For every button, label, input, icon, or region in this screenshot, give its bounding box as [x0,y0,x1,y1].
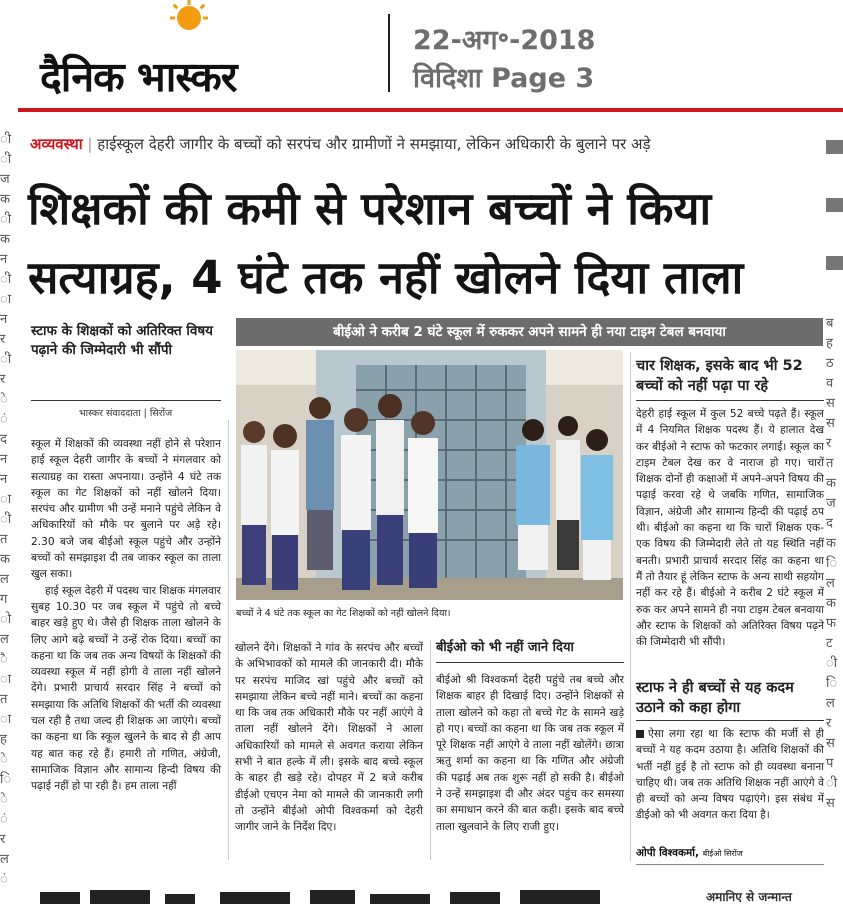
column-divider [630,352,631,862]
sidebar-rule-1 [636,400,824,401]
column-1-paragraph-2: हाई स्कूल देहरी में पदस्थ चार शिक्षक मंगलवार सुबह 10.30 पर जब स्कूल में पहुंचे तो बच्चे बाहर खड़े हुए थे। जैसे ही शिक्षक ताला खोलने के लिए आगे बढ़े बच्चों ने उन्हें रोक दिया। बच्चों का कहना था कि जब तक अन्य विषयों के शिक्षकों की व्यवस्था स्कूल में नहीं होगी वे ताला नहीं खोलने देंगे। प्रभारी प्राचार्य सरदार सिंह ने बच्चों को समझाया कि अतिथि शिक्षकों की भर्ती की व्यवस्था चल रही है तथा जल्द ही शिक्षक आ जाएंगे। बच्चों का कहना था कि स्कूल खुलने के बाद से ही आप यह बात कह रहे हैं। हमारी तो गणित, अंग्रेजी, सामाजिक विज्ञान और सामान्य हिन्दी विषय की पढ़ाई नहीं हो पा रही है। हम ताला नहीं [31,584,221,793]
sidebar-heading-1: चार शिक्षक, इसके बाद भी 52 बच्चों को नहीं पढ़ा पा रहे [636,358,803,394]
sidebar-rule-2 [636,720,824,721]
next-article-cutoff [30,876,820,904]
photo-caption: बच्चों ने 4 घंटे तक स्कूल का गेट शिक्षकों को नहीं खोलने दिया। [236,608,451,619]
photo-illustration [236,350,623,600]
byline: भास्कर संवाददाता | सिरोंज [79,408,173,419]
headline-line-1: शिक्षकों की कमी से परेशान बच्चों ने किया [28,182,712,235]
left-adjacent-clipping: ी ी ज क ी क न ी ा न र ी र े ं द न न ा ी त क ल ग ो ल ै ा त ा ह े ि े ं र ल ं [0,132,12,887]
headline-line-2: सत्याग्रह, 4 घंटे तक नहीं खोलने दिया ताला [28,251,744,304]
sun-logo-icon [165,0,213,48]
sidebar-bottom-rule [636,864,824,865]
kicker-text: हाईस्कूल देहरी जागीर के बच्चों को सरपंच और ग्रामीणों ने समझाया, लेकिन अधिकारी के बुलाने पर अड़े [97,135,651,153]
quote-author: ओपी विश्वकर्मा, [636,847,699,859]
next-article-teaser: अमानिए से जन्मान्त [706,890,792,904]
edition-date: 22-अग॰-2018 [413,25,596,56]
column-divider [228,420,229,860]
article-kicker: अव्यवस्था | हाईस्कूल देहरी जागीर के बच्चों को सरपंच और ग्रामीणों ने समझाया, लेकिन अधिकारी के बुलाने पर अड़े [30,135,651,153]
article-column-1 [31,436,221,795]
quote-role: बीईओ सिरोंज [702,849,743,858]
column-divider [430,640,431,860]
edition-page: विदिशा Page 3 [413,63,595,94]
header-divider [388,14,390,92]
right-adjacent-clipping: ब ह ठ व स स र त क ज द क ि ल क फ ट ी ि ल र स प ी स [826,110,843,904]
newspaper-logo: दैनिक भास्कर [40,53,237,101]
sidebar-paragraph: देहरी हाई स्कूल में कुल 52 बच्चे पढ़ते हैं। स्कूल में 4 नियमित शिक्षक पदस्थ हैं। ये हालात देख कर बीईओ ने स्टाफ को फटकार लगाई। स्कूल का टाइम टेबल देख कर वे नाराज हो गए। चारों शिक्षक दोनों ही कक्षाओं में अपने-अपने विषय की पढ़ाई करवा रहे थे जबकि गणित, सामाजिक विज्ञान, अंग्रेजी और सामान्य हिन्दी की पढ़ाई ठप थी। बीईओ का कहना था कि चारों शिक्षक एक-एक विषय की जिम्मेदारी लेते तो यह स्थिति नहीं बनती। प्रभारी प्राचार्य सरदार सिंह का कहना था मैं तो तैयार हूं लेकिन स्टाफ के अन्य साथी सहयोग नहीं कर रहे हैं। बीईओ ने करीब 2 घंटे स्कूल में रुक कर अपने सामने ही नया टाइम टेबल बनवाया और स्टाफ के शिक्षकों को अतिरिक्त विषय पढ़ने की जिम्मेदारी भी सौंपी। [636,408,824,649]
header-red-rule [18,108,843,112]
sidebar-heading-2: स्टाफ ने ही बच्चों से यह कदम उठाने को कहा होगा [636,680,794,716]
column-3-rule [436,662,624,663]
bei-quote: ऐसा लगा रहा था कि स्टाफ की मर्जी से ही बच्चों ने यह कदम उठाया है। अतिथि शिक्षकों की भर्ती नहीं हुई है तो स्टाफ को ही व्यवस्था बनाना चाहिए थी। जब तक अतिथि शिक्षक नहीं आएंगे वे ही बच्चों को अन्य विषय पढ़ाएंगे। इस संबंध में डीईओ को भी अवगत करा दिया है। [636,728,824,822]
byline-rule [31,400,221,401]
article-column-2: खोलने देंगे। शिक्षकों ने गांव के सरपंच और बच्चों के अभिभावकों को मामले की जानकारी दी। मौके पर सरपंच माजिद खां पहुंचे और बच्चों को समझाया लेकिन बच्चे नहीं माने। बच्चों का कहना था कि जब तक अधिकारी मौके पर नहीं आएंगे वे ताला नहीं खोलने देंगे। शिक्षकों ने आला अधिकारियों को मामले से अवगत कराया लेकिन सभी ने बात हल्के में ली। इसके बाद बच्चे स्कूल के बाहर ही खड़े रहे। दोपहर में 2 बजे करीब डीईओ एचएन नेमा को मामले की जानकारी लगी तो उन्होंने बीईओ ओपी विश्वकर्मा को देहरी जागीर जाने के निर्देश दिए। [235,642,423,834]
banner-strip: बीईओ ने करीब 2 घंटे स्कूल में रुककर अपने सामने ही नया टाइम टेबल बनवाया [236,318,823,346]
article-column-3: बीईओ श्री विश्वकर्मा देहरी पहुंचे तब बच्चे और शिक्षक बाहर ही दिखाई दिए। उन्होंने शिक्षकों से ताला खोलने को कहा तो बच्चे गेट के सामने खड़े हो गए। बच्चों का कहना था कि जब तक स्कूल में पूरे शिक्षक नहीं आएंगे वे ताला नहीं खोलेंगे। छात्रा ऋतु शर्मा का कहना था कि गणित और अंग्रेजी की पढ़ाई अब तक शुरू नहीं हो सकी है। बीईओ ने उन्हें समझाइश दी और अंदर पहुंच कर समस्या का समाधान करने की बात कही। इसके बाद बच्चे ताला खुलवाने के लिए राजी हुए। [436,674,624,833]
column-1-paragraph-1: स्कूल में शिक्षकों की व्यवस्था नहीं होने से परेशान हाई स्कूल देहरी जागीर के बच्चों ने मंगलवार को सत्याग्रह का रास्ता अपनाया। उन्होंने 4 घंटे तक स्कूल का गेट शिक्षकों को नहीं खोलने दिया। सरपंच और ग्रामीण भी उन्हें मनाने पहुंचे लेकिन वे अधिकारियों को मौके पर बुलाने पर अड़े रहे। 2.30 बजे जब बीईओ स्कूल पहुंचे और उन्होंने बच्चों को समझाइश दी तब जाकर स्कूल का ताला खुल सका। [31,438,221,581]
article-subhead: स्टाफ के शिक्षकों को अतिरिक्त विषय पढ़ाने की जिम्मेदारी भी सौंपी [31,323,214,358]
quote-attribution [636,846,743,860]
news-photo [236,350,623,600]
cut-headline-marks [30,876,820,904]
column-3-heading: बीईओ को भी नहीं जाने दिया [436,640,574,655]
kicker-tag: अव्यवस्था [30,135,83,153]
